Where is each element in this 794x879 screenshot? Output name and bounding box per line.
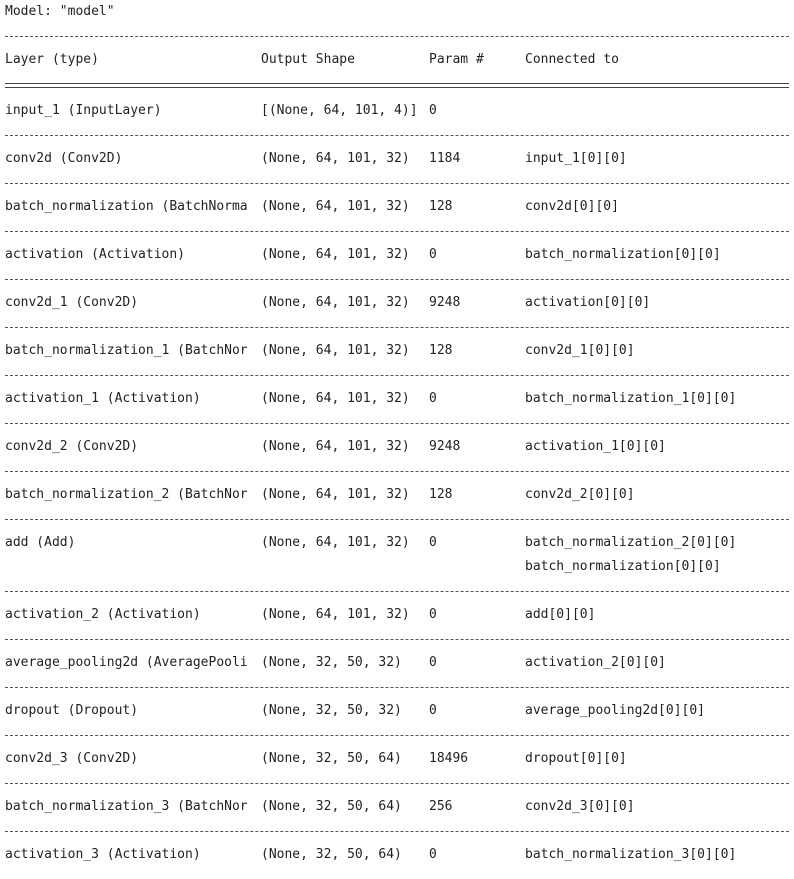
layer-row (5, 640, 789, 687)
layer-param-count: 0 (429, 655, 437, 670)
layer-output-shape: (None, 64, 101, 32) (261, 247, 410, 262)
layer-output-shape: (None, 32, 50, 64) (261, 847, 402, 862)
layer-param-count: 0 (429, 535, 437, 550)
layer-name: conv2d_2 (Conv2D) (5, 439, 139, 454)
layer-output-shape: (None, 64, 101, 32) (261, 487, 410, 502)
layer-row (5, 280, 789, 327)
layer-row (5, 592, 789, 639)
layer-param-count: 1184 (429, 151, 461, 166)
layer-row (5, 328, 789, 375)
layer-name: activation (Activation) (5, 247, 186, 262)
layer-connected-to (525, 243, 789, 267)
layer-name: add (Add) (5, 535, 76, 550)
connection-ref: conv2d_1[0][0] (525, 343, 635, 358)
model-title: Model: "model" (5, 4, 115, 19)
layer-output-shape: (None, 64, 101, 32) (261, 439, 410, 454)
layer-connected-to (525, 531, 789, 579)
layer-output-shape: (None, 64, 101, 32) (261, 151, 410, 166)
layer-row (5, 184, 789, 231)
header-layer-type: Layer (type) (5, 52, 99, 67)
layer-connected-to (525, 195, 789, 219)
layer-row (5, 520, 789, 591)
layer-connected-to (525, 651, 789, 675)
connection-ref: batch_normalization[0][0] (525, 247, 721, 262)
layer-name: average_pooling2d (AveragePooli (5, 655, 248, 670)
layer-output-shape: (None, 32, 50, 32) (261, 703, 402, 718)
connection-ref: conv2d[0][0] (525, 199, 619, 214)
layer-output-shape: (None, 32, 50, 64) (261, 751, 402, 766)
connection-ref: add[0][0] (525, 607, 596, 622)
layer-name: batch_normalization_3 (BatchNor (5, 799, 248, 814)
connection-ref: conv2d_3[0][0] (525, 799, 635, 814)
layer-param-count: 0 (429, 847, 437, 862)
header-param-count: Param # (429, 52, 484, 67)
layer-connected-to (525, 435, 789, 459)
layer-output-shape: [(None, 64, 101, 4)] (261, 103, 418, 118)
connection-ref: batch_normalization[0][0] (525, 559, 721, 574)
layer-name: activation_3 (Activation) (5, 847, 201, 862)
layer-row (5, 832, 789, 879)
layer-param-count: 0 (429, 391, 437, 406)
spacer (5, 24, 789, 36)
layer-connected-to (525, 699, 789, 723)
layer-connected-to (525, 603, 789, 627)
layer-name: conv2d_1 (Conv2D) (5, 295, 139, 310)
layer-param-count: 0 (429, 247, 437, 262)
layer-name: conv2d (Conv2D) (5, 151, 123, 166)
layer-connected-to (525, 795, 789, 819)
model-summary (5, 0, 789, 879)
layer-name: activation_2 (Activation) (5, 607, 201, 622)
layer-output-shape: (None, 32, 50, 32) (261, 655, 402, 670)
layer-row (5, 688, 789, 735)
layer-row (5, 376, 789, 423)
layer-row (5, 784, 789, 831)
connection-ref: conv2d_2[0][0] (525, 487, 635, 502)
layer-row (5, 136, 789, 183)
layer-name: dropout (Dropout) (5, 703, 139, 718)
layer-param-count: 9248 (429, 295, 461, 310)
layer-output-shape: (None, 64, 101, 32) (261, 391, 410, 406)
connection-ref: average_pooling2d[0][0] (525, 703, 706, 718)
layer-connected-to (525, 339, 789, 363)
layer-param-count: 18496 (429, 751, 469, 766)
layer-output-shape: (None, 64, 101, 32) (261, 199, 410, 214)
layer-name: input_1 (InputLayer) (5, 103, 162, 118)
header-connected-to: Connected to (525, 52, 619, 67)
layer-param-count: 128 (429, 343, 453, 358)
layer-output-shape: (None, 64, 101, 32) (261, 343, 410, 358)
connection-ref: batch_normalization_2[0][0] (525, 535, 737, 550)
connection-ref: activation_2[0][0] (525, 655, 666, 670)
layer-row (5, 472, 789, 519)
layer-row (5, 232, 789, 279)
layer-param-count: 128 (429, 487, 453, 502)
connection-ref: batch_normalization_1[0][0] (525, 391, 737, 406)
layer-row (5, 424, 789, 471)
layer-connected-to (525, 291, 789, 315)
connection-ref: activation[0][0] (525, 295, 651, 310)
layer-connected-to (525, 147, 789, 171)
header-output-shape: Output Shape (261, 52, 355, 67)
connection-ref: dropout[0][0] (525, 751, 627, 766)
layer-output-shape: (None, 32, 50, 64) (261, 799, 402, 814)
layer-param-count: 256 (429, 799, 453, 814)
layer-name: activation_1 (Activation) (5, 391, 201, 406)
layer-name: batch_normalization (BatchNorma (5, 199, 248, 214)
layer-row (5, 88, 789, 135)
connection-ref: activation_1[0][0] (525, 439, 666, 454)
connection-ref: batch_normalization_3[0][0] (525, 847, 737, 862)
layer-output-shape: (None, 64, 101, 32) (261, 295, 410, 310)
layer-param-count: 0 (429, 103, 437, 118)
layer-connected-to (525, 483, 789, 507)
layer-name: batch_normalization_2 (BatchNor (5, 487, 248, 502)
layer-param-count: 0 (429, 703, 437, 718)
layer-row (5, 736, 789, 783)
layer-name: batch_normalization_1 (BatchNor (5, 343, 248, 358)
layer-connected-to (525, 747, 789, 771)
summary-header-row (5, 37, 789, 83)
layer-param-count: 0 (429, 607, 437, 622)
layer-connected-to (525, 387, 789, 411)
layer-output-shape: (None, 64, 101, 32) (261, 607, 410, 622)
layer-param-count: 128 (429, 199, 453, 214)
layer-param-count: 9248 (429, 439, 461, 454)
layer-output-shape: (None, 64, 101, 32) (261, 535, 410, 550)
layer-table-body (5, 88, 789, 879)
layer-name: conv2d_3 (Conv2D) (5, 751, 139, 766)
connection-ref: input_1[0][0] (525, 151, 627, 166)
layer-connected-to (525, 843, 789, 867)
